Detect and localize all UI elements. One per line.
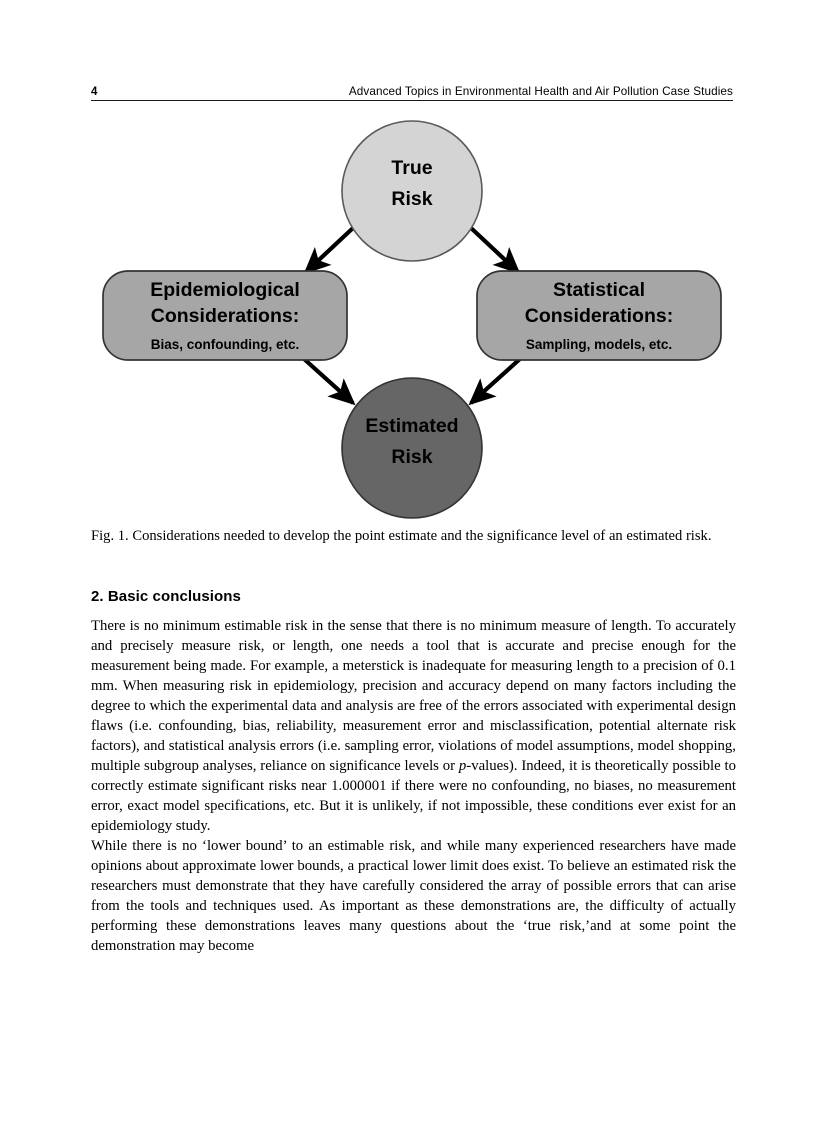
estimated-risk-label-line1: Estimated <box>365 415 459 437</box>
running-title: Advanced Topics in Environmental Health and Air Pollution Case Studies <box>348 85 733 99</box>
statistical-label-line2: Considerations: <box>524 305 674 327</box>
edge-epidemiological-to-estimated <box>303 358 353 403</box>
paragraph-2: While there is no ‘lower bound’ to an estimable risk, and while many experienced researchers have made opinions about approximate lower bounds, a practical lower limit does exist. To believe an estimated risk the researchers must demonstrate that they have carefully considered the array of possible errors that can arise from the tools and techniques used. As important as these demonstrations are, the difficulty of actually performing these demonstrations leaves many questions about the ‘true risk,’and at some point the demonstration may become <box>91 837 736 954</box>
diagram-canvas <box>91 108 733 523</box>
edge-true-risk-to-statistical <box>471 228 518 272</box>
node-epidemiological-considerations <box>103 271 347 360</box>
true-risk-label-line1: True <box>391 157 433 179</box>
page-number: 4 <box>91 85 98 98</box>
epidemiological-label-line1: Epidemiological <box>150 279 300 301</box>
epidemiological-label-line2: Considerations: <box>150 305 300 327</box>
statistical-label-line1: Statistical <box>552 279 646 301</box>
body-text <box>91 617 736 957</box>
statistical-subtitle: Sampling, models, etc. <box>525 337 673 352</box>
epidemiological-subtitle: Bias, confounding, etc. <box>150 337 300 352</box>
paragraph-1-italic-p: p <box>458 757 467 774</box>
section-heading: 2. Basic conclusions <box>91 588 241 605</box>
true-risk-label-line2: Risk <box>391 188 433 210</box>
node-estimated-risk <box>342 378 482 518</box>
figure-1 <box>91 108 733 523</box>
edge-statistical-to-estimated <box>471 358 521 403</box>
node-statistical-considerations <box>477 271 721 360</box>
paragraph-1-part-a: There is no minimum estimable risk in the sense that there is no minimum measure of length. To accurately and precisely measure risk, or length, one needs a tool that is accurate and precise enough for the measurement being made. For example, a meterstick is inadequate for measuring length to a precision of 0.1 mm. When measuring risk in epidemiology, precision and accuracy depend on many factors including the degree to which the experimental data and analysis are free of the errors associated with experimental design flaws (i.e. confounding, bias, reliability, measurement error and misclassification, potential alternate risk factors), and statistical analysis errors (i.e. sampling error, violations of model assumptions, model shopping, multiple subgroup analyses, reliance on significance levels or <box>91 618 736 774</box>
running-head <box>91 76 733 101</box>
edge-true-risk-to-epidemiological <box>306 228 353 272</box>
paragraph-1 <box>91 617 736 837</box>
figure-caption: Fig. 1. Considerations needed to develop the point estimate and the significance level of an estimated risk. <box>91 528 712 544</box>
estimated-risk-label-line2: Risk <box>391 446 433 468</box>
node-true-risk <box>342 121 482 261</box>
paragraph-1-part-b: -values). Indeed, it is theoretically possible to correctly estimate significant risks near 1.000001 if there were no confounding, no biases, no measurement error, exact model specifications, etc. But it is unlikely, if not impossible, these conditions ever exist for an epidemiology study. <box>91 757 736 834</box>
